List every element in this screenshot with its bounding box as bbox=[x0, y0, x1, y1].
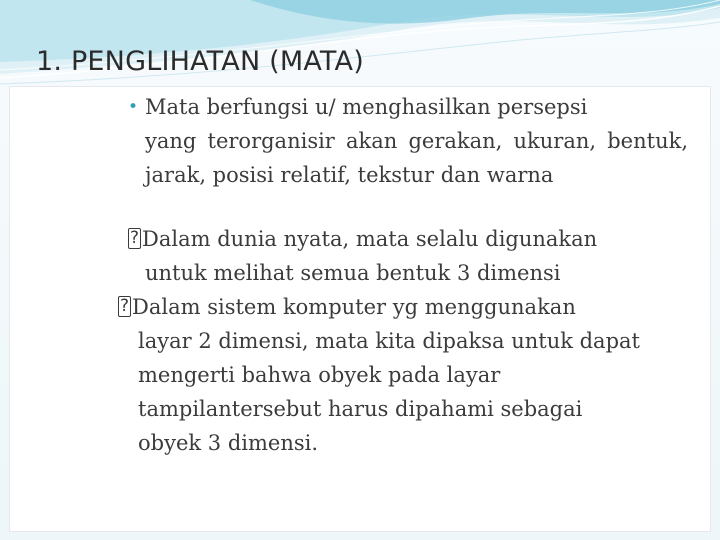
paragraph-2-line-1: Dalam dunia nyata, mata selalu digunakan bbox=[142, 227, 598, 251]
missing-glyph-bullet-icon: ? bbox=[120, 296, 130, 316]
paragraph-1-line-1: Mata berfungsi u/ menghasilkan persepsi bbox=[145, 95, 588, 119]
paragraph-3-line-1: Dalam sistem komputer yg menggunakan bbox=[132, 295, 576, 319]
paragraph-1-continuation: yang terorganisir akan gerakan, ukuran, bentuk, jarak, posisi relatif, tekstur dan warna bbox=[145, 129, 688, 187]
slide-title: 1. PENGLIHATAN (MATA) bbox=[36, 46, 364, 77]
paragraph-2-continuation: untuk melihat semua bentuk 3 dimensi bbox=[145, 261, 561, 285]
bullet-paragraph-3 bbox=[118, 290, 648, 460]
bullet-dot-icon: • bbox=[128, 97, 139, 117]
bullet-paragraph-2 bbox=[128, 222, 688, 290]
bullet-paragraph-1 bbox=[128, 90, 688, 192]
missing-glyph-bullet-icon: ? bbox=[130, 228, 140, 248]
paragraph-3-continuation: layar 2 dimensi, mata kita dipaksa untuk dapat mengerti bahwa obyek pada layar tampilantersebut harus dipahami sebagai obyek 3 dimensi. bbox=[138, 329, 640, 455]
